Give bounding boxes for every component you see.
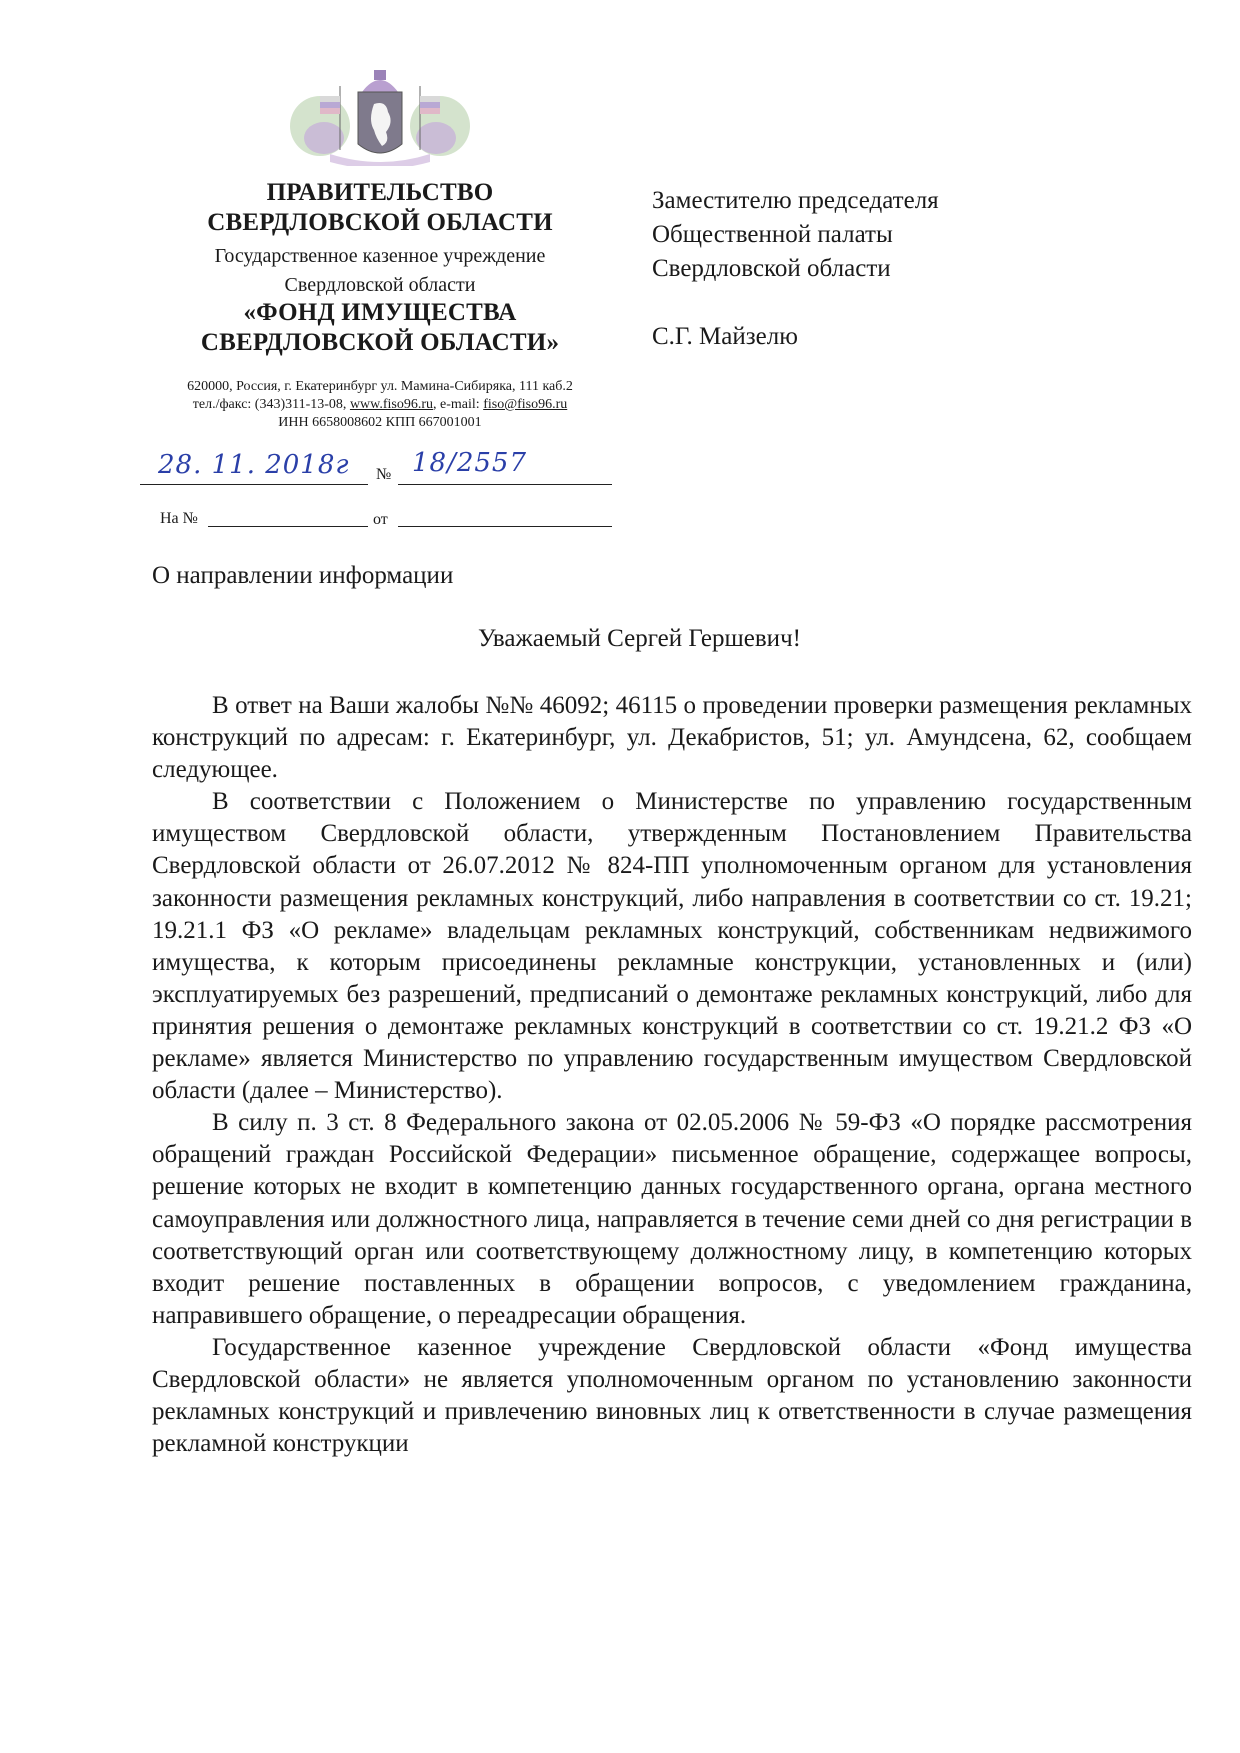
recipient-line1: Заместителю председателя — [652, 187, 939, 214]
institution-name-line1: «ФОНД ИМУЩЕСТВА — [243, 299, 517, 326]
salutation: Уважаемый Сергей Гершевич! — [478, 625, 801, 652]
coat-of-arms-icon — [290, 58, 470, 166]
body-paragraph: В соответствии с Положением о Министерстве по управлению государственным имуществом Свердловской области, утвержденным Постановлением Правительства Свердловской области от 26.07.2012 № 824-ПП уполномоченным органом для установления законности размещения рекламных конструкций, либо направления в соответствии со ст. 19.21; 19.21.1 ФЗ «О рекламе» владельцам рекламных конструкций, собственникам недвижимого имущества, к которым присоединены рекламные конструкции, установленных и (или) эксплуатируемых без разрешений, предписаний о демонтаже рекламных конструкций, либо для принятия решения о демонтаже рекламных конструкций в соответствии со ст. 19.21.2 ФЗ «О рекламе» является Министерство по управлению государственным имуществом Свердловской области (далее – Министерство). — [152, 788, 1192, 1105]
recipient-line2: Общественной палаты — [652, 221, 893, 248]
government-name-line2: СВЕРДЛОВСКОЙ ОБЛАСТИ — [207, 209, 553, 236]
body-paragraph: Государственное казенное учреждение Свердловской области «Фонд имущества Свердловской области» не является уполномоченным органом по установлению законности рекламных конструкций и привлечению виновных лиц к ответственности в случае размещения рекламной конструкции — [152, 1333, 1192, 1458]
tax-ids: ИНН 6658008602 КПП 667001001 — [278, 415, 482, 430]
phone-label: тел./факс: (343)311-13-08, — [192, 397, 350, 412]
email-link[interactable]: fiso@fiso96.ru — [483, 397, 568, 412]
reply-from-field — [398, 526, 612, 527]
recipient-block — [652, 184, 939, 354]
contacts — [130, 396, 630, 413]
recipient-name: С.Г. Майзелю — [652, 323, 798, 350]
outgoing-date: 28. 11. 2018г — [158, 450, 350, 480]
reply-from-label: от — [373, 511, 388, 528]
date-underline — [140, 484, 368, 485]
letter-body — [152, 690, 1192, 1460]
institution-type-line2: Свердловской области — [284, 274, 476, 296]
address: 620000, Россия, г. Екатеринбург ул. Мамина-Сибиряка, 111 каб.2 — [187, 379, 573, 394]
email-label: , e-mail: — [433, 397, 484, 412]
letter-subject: О направлении информации — [152, 562, 454, 589]
reply-to-field — [208, 526, 368, 527]
institution-type-line1: Государственное казенное учреждение — [214, 245, 546, 267]
number-sign: № — [376, 466, 392, 483]
recipient-line3: Свердловской области — [652, 255, 891, 282]
government-name-line1: ПРАВИТЕЛЬСТВО — [266, 179, 494, 206]
number-underline — [398, 484, 612, 485]
website-link[interactable]: www.fiso96.ru — [349, 397, 434, 412]
institution-name-line2: СВЕРДЛОВСКОЙ ОБЛАСТИ» — [200, 329, 560, 356]
body-paragraph: В силу п. 3 ст. 8 Федерального закона от 02.05.2006 № 59-ФЗ «О порядке рассмотрения обращений граждан Российской Федерации» письменное обращение, содержащее вопросы, решение которых не входит в компетенцию данных государственного органа, органа местного самоуправления или должностного лица, направляется в течение семи дней со дня регистрации в соответствующий орган или соответствующему должностному лицу, в компетенцию которых входит решение поставленных в обращении вопросов, с уведомлением гражданина, направившего обращение, о переадресации обращения. — [152, 1109, 1192, 1329]
outgoing-number: 18/2557 — [412, 448, 528, 478]
body-paragraph: В ответ на Ваши жалобы №№ 46092; 46115 о проведении проверки размещения рекламных конструкций по адресам: г. Екатеринбург, ул. Декабристов, 51; ул. Амундсена, 62, сообщаем следующее. — [152, 692, 1192, 784]
reply-to-label: На № — [160, 510, 198, 527]
